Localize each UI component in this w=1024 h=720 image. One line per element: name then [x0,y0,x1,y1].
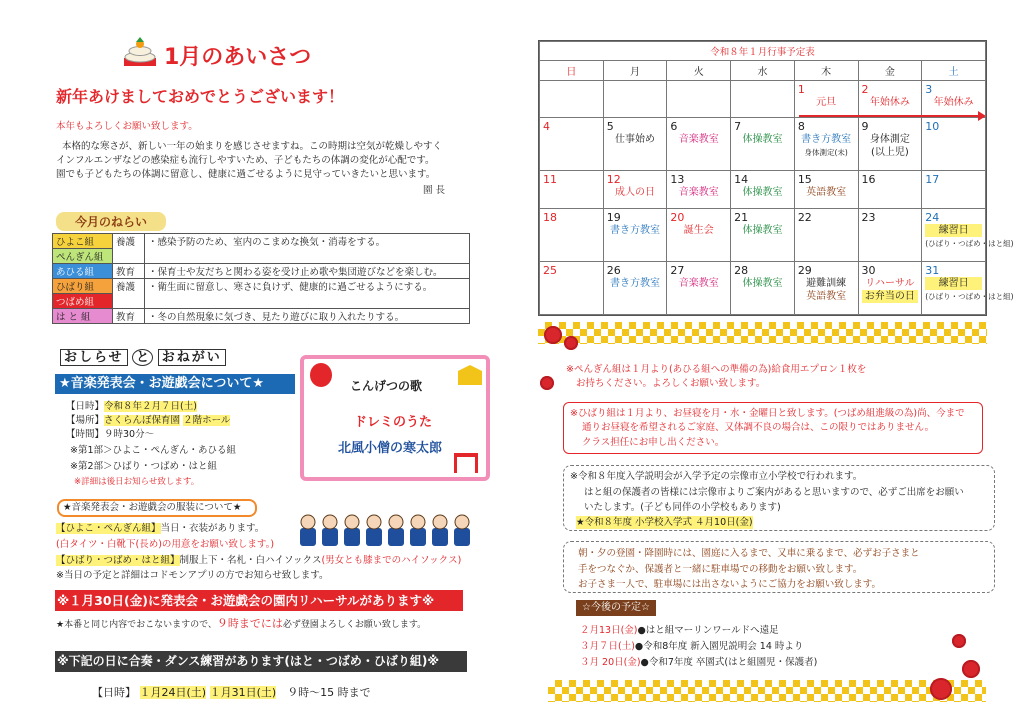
day-number: 8 [797,120,805,134]
plum-flower-icon [962,660,980,678]
day-number: 28 [734,263,749,277]
checker-border-bottom [548,680,986,702]
greeting-body-2: インフルエンザなどの感染症も流行しやすいため、子どもたちの体調の変化が心配です。 [56,155,435,166]
practice-dates: 【日時】 １月24日(土) １月31日(土) ９時～15 時まで [92,686,371,699]
hibari-note-1: ※ひばり組は１月より、お昼寝を月・水・金曜日と致します。(つばめ組進級の為)尚、今まで [570,408,965,419]
day-number: 30 [861,263,876,277]
calendar-day [667,171,731,208]
costume-line4: ※当日の予定と詳細はコドモンアプリの方でお知らせ致します。 [56,570,329,581]
costume-line3: 【ひばり・つばめ・はと組】制服上下・名札・白ハイソックス(男女とも膝までのハイソックス) [56,555,462,566]
daruma-icon [310,363,332,387]
weekday-header: 木 [794,61,858,80]
school-line3: いたします。(子ども同伴の小学校もあります) [584,502,781,513]
day-number: 27 [670,263,685,277]
future-item-2: ３月７日(土)●令和8年度 新入園児説明会 14 時より [580,641,804,652]
greeting-body-1: 本格的な寒さが、新しい一年の始まりを感じさせますね。この時期は空気が乾燥しやすく [62,141,443,152]
day-number: 6 [670,120,678,134]
calendar-day [731,261,795,314]
penguin-note-2: お持ちください。よろしくお願い致します。 [576,378,766,389]
song-2: 北風小僧の寒太郎 [338,441,443,456]
future-item-1: ２月13日(金)●はと組マーリンワールドへ遠足 [580,625,779,636]
calendar-day [858,80,922,117]
calendar-event: 体操教室 [742,134,783,146]
future-item-3: ３月 20日(金)●令和7年度 卒園式(はと組園児・保護者) [580,657,818,668]
calendar-event: 音楽教室 [678,187,719,199]
weekday-header: 日 [540,61,604,80]
greeting-title: 1月のあいさつ [164,45,312,70]
greeting-sub: 本年もよろしくお願い致します。 [56,121,198,132]
calendar-day [731,80,795,117]
concert-detail: ※詳細は後日お知らせ致します。 [74,477,200,487]
event-calendar [538,40,1014,316]
calendar-day [858,261,922,314]
calendar-event: 音楽教室 [678,134,719,146]
weekday-header: 水 [731,61,795,80]
calendar-day [540,80,604,117]
calendar-day [603,261,667,314]
calendar-day [858,208,922,261]
calendar-event: 年始休み [933,96,974,108]
calendar-title: 令和８年１月行事予定表 [540,42,986,61]
calendar-event: 仕事始め [615,134,656,146]
school-line4: ★令和８年度 小学校入学式 ４月10日(金) [576,517,753,528]
children-illustration [296,512,472,548]
aims-title: 今月のねらい [56,212,166,231]
calendar-day [540,171,604,208]
day-number: 9 [861,120,869,134]
checker-border-top [538,322,987,344]
calendar-day [731,208,795,261]
calendar-event: 誕生会 [683,224,714,236]
signature: 園 長 [423,185,446,196]
day-number: 24 [925,210,940,224]
calendar-day [540,208,604,261]
day-number: 21 [734,210,749,224]
calendar-day [922,118,986,171]
costume-title: ★音楽発表会・お遊戯会の服装について★ [57,499,257,517]
day-number: 17 [925,173,940,187]
class-hato: は と 組 [53,309,113,324]
safety-line3: お子さま一人で、駐車場には出さないようにご協力をお願い致します。 [578,579,882,590]
concert-place: 【場所】さくらんぼ保育園 ２階ホール [66,415,231,426]
calendar-event: 英語教室 [806,187,847,199]
day-number: 13 [670,173,685,187]
notice-heading: おしらせ と おねがい [60,346,226,365]
costume-line1: 【ひよこ・ぺんぎん組】当日・衣装があります。 [56,523,265,534]
calendar-day [603,171,667,208]
day-number: 18 [543,210,557,224]
calendar-day [794,80,858,117]
calendar-event: お弁当の日 [862,290,919,303]
calendar-event: 音楽教室 [678,277,719,289]
plum-flower-icon [564,336,578,350]
school-line1: ※令和８年度入学説明会が入学予定の宗像市立小学校で行われます。 [570,471,863,482]
weekday-header: 月 [603,61,667,80]
day-number: 19 [606,210,621,224]
class-penguin: ぺんぎん組 [53,249,113,264]
penguin-note-1: ※ぺんぎん組は１月より(あひる組への準備の為)給食用エプロン１枚を [566,364,867,375]
safety-line1: 朝・夕の登園・降園時には、園庭に入るまで、又車に乗るまで、必ずお子さまと [578,548,920,559]
class-tsubame: つばめ組 [53,294,113,309]
rehearsal-note: ★本番と同じ内容でおこないますので、９時までには必ず登園よろしくお願い致します。 [56,617,427,630]
school-line2: はと組の保護者の皆様には宗像市よりご案内があると思いますので、必ずご出席をお願い [584,487,964,498]
weekday-header: 金 [858,61,922,80]
song-title: こんげつの歌 [350,379,423,393]
calendar-day [858,171,922,208]
calendar-event: (ひばり・つばめ・はと組) [925,238,1014,248]
future-title: ☆今後の予定☆ [576,600,656,616]
calendar-event: 体操教室 [742,187,783,199]
weekday-header: 土 [922,61,986,80]
calendar-day [667,208,731,261]
greeting-headline: 新年あけましておめでとうございます！ [56,87,345,106]
calendar-day [667,80,731,117]
calendar-event: 体操教室 [742,224,783,236]
day-number: 31 [925,263,940,277]
calendar-day [922,80,986,117]
torii-icon [454,453,478,473]
calendar-event: 書き方教室 [610,224,661,236]
calendar-day [794,261,858,314]
weekday-header: 火 [667,61,731,80]
day-number: 3 [925,82,933,96]
day-number: 16 [861,173,876,187]
practice-title: ※下記の日に合奏・ダンス練習があります(はと・つばめ・ひばり組)※ [55,651,467,672]
calendar-event: 体操教室 [742,277,783,289]
calendar-event: (以上児) [870,147,909,159]
song-box [300,355,490,481]
greeting-body-3: 園でも子どもたちの体調に留意し、健康に過ごせるように見守っていきたいと思います。 [56,169,436,180]
day-number: 11 [543,173,557,187]
day-number: 29 [797,263,812,277]
day-number: 26 [606,263,621,277]
calendar-day [603,118,667,171]
class-hibari: ひばり組 [53,279,113,294]
calendar-day [794,118,858,171]
costume-line2: (白タイツ・白靴下(長め)の用意をお願い致します。) [56,539,275,550]
ema-icon [458,365,482,385]
day-number: 5 [606,120,614,134]
calendar-day [540,261,604,314]
concert-part1: ※第1部＞ひよこ・ぺんぎん・あひる組 [70,445,237,456]
calendar-event: 身体測定 [869,134,910,146]
plum-flower-icon [540,376,554,390]
day-number: 1 [797,82,805,96]
concert-time: 【時間】９時30分～ [66,429,155,440]
calendar-day [794,208,858,261]
calendar-day [667,261,731,314]
holiday-arrow [799,115,981,117]
concert-part2: ※第2部＞ひばり・つばめ・はと組 [70,461,218,472]
aims-table: ひよこ組 養護 ・感染予防のため、室内のこまめな換気・消毒をする。 ぺんぎん組 あひる組 教育 ・保育士や友だちと関わる姿を受け止め歌や集団遊びなどを楽しむ。 ひばり組 養護 ・衛生面に留意し、寒さに負けず、健康的に過ごせるようにする。 つばめ組 は と 組 教育 ・冬の自然現象に気づき、見たり遊びに取り入れたりする。 [52,233,470,324]
day-number: 23 [861,210,876,224]
hibari-note-3: クラス担任にお申し出ください。 [582,437,725,448]
safety-line2: 手をつなぐか、保護者と一緒に駐車場での移動をお願い致します。 [578,564,863,575]
calendar-day [922,208,1014,261]
calendar-event: (ひばり・つばめ・はと組) [925,291,1014,301]
day-number: 4 [543,120,550,134]
day-number: 14 [734,173,749,187]
plum-flower-icon [930,678,952,700]
day-number: 2 [861,82,869,96]
calendar-event: 書き方教室 [801,134,852,146]
kagami-mochi-icon [120,36,160,68]
calendar-day [731,171,795,208]
day-number: 20 [670,210,685,224]
calendar-day [922,261,1014,314]
calendar-event: リハーサル [865,277,915,289]
calendar-event: 書き方教室 [610,277,661,289]
calendar-day [540,118,604,171]
class-hiyoko: ひよこ組 [53,234,113,249]
plum-flower-icon [952,634,966,648]
calendar-day [794,171,858,208]
calendar-day [603,80,667,117]
song-1: ドレミのうた [354,415,433,430]
class-ahiru: あひる組 [53,264,113,279]
calendar-day [858,118,922,171]
calendar-event: 英語教室 [806,290,847,302]
day-number: 15 [797,173,812,187]
calendar-day [667,118,731,171]
day-number: 10 [925,120,940,134]
calendar-event: 練習日 [925,277,982,290]
plum-flower-icon [544,326,562,344]
calendar-event: 避難訓練 [806,277,847,289]
calendar-event: 練習日 [925,224,982,237]
day-number: 7 [734,120,742,134]
calendar-event: 元旦 [816,96,837,108]
hibari-note-2: 通りお昼寝を希望されるご家庭、又体調不良の場合は、この限りではありません。 [582,422,935,433]
concert-title: ★音楽発表会・お遊戯会について★ [55,374,295,394]
calendar-day [922,171,986,208]
day-number: 25 [543,263,557,277]
calendar-event: 身体測定(未) [804,148,848,158]
rehearsal-title: ※１月30日(金)に発表会・お遊戯会の園内リハーサルがあります※ [55,590,463,611]
calendar-day [603,208,667,261]
arrow-head-icon [978,111,986,121]
day-number: 22 [797,210,812,224]
calendar-event: 成人の日 [615,187,656,199]
day-number: 12 [606,173,621,187]
concert-date: 【日時】令和８年２月７日(土) [66,401,197,412]
calendar-event: 年始休み [869,96,910,108]
calendar-day [731,118,795,171]
